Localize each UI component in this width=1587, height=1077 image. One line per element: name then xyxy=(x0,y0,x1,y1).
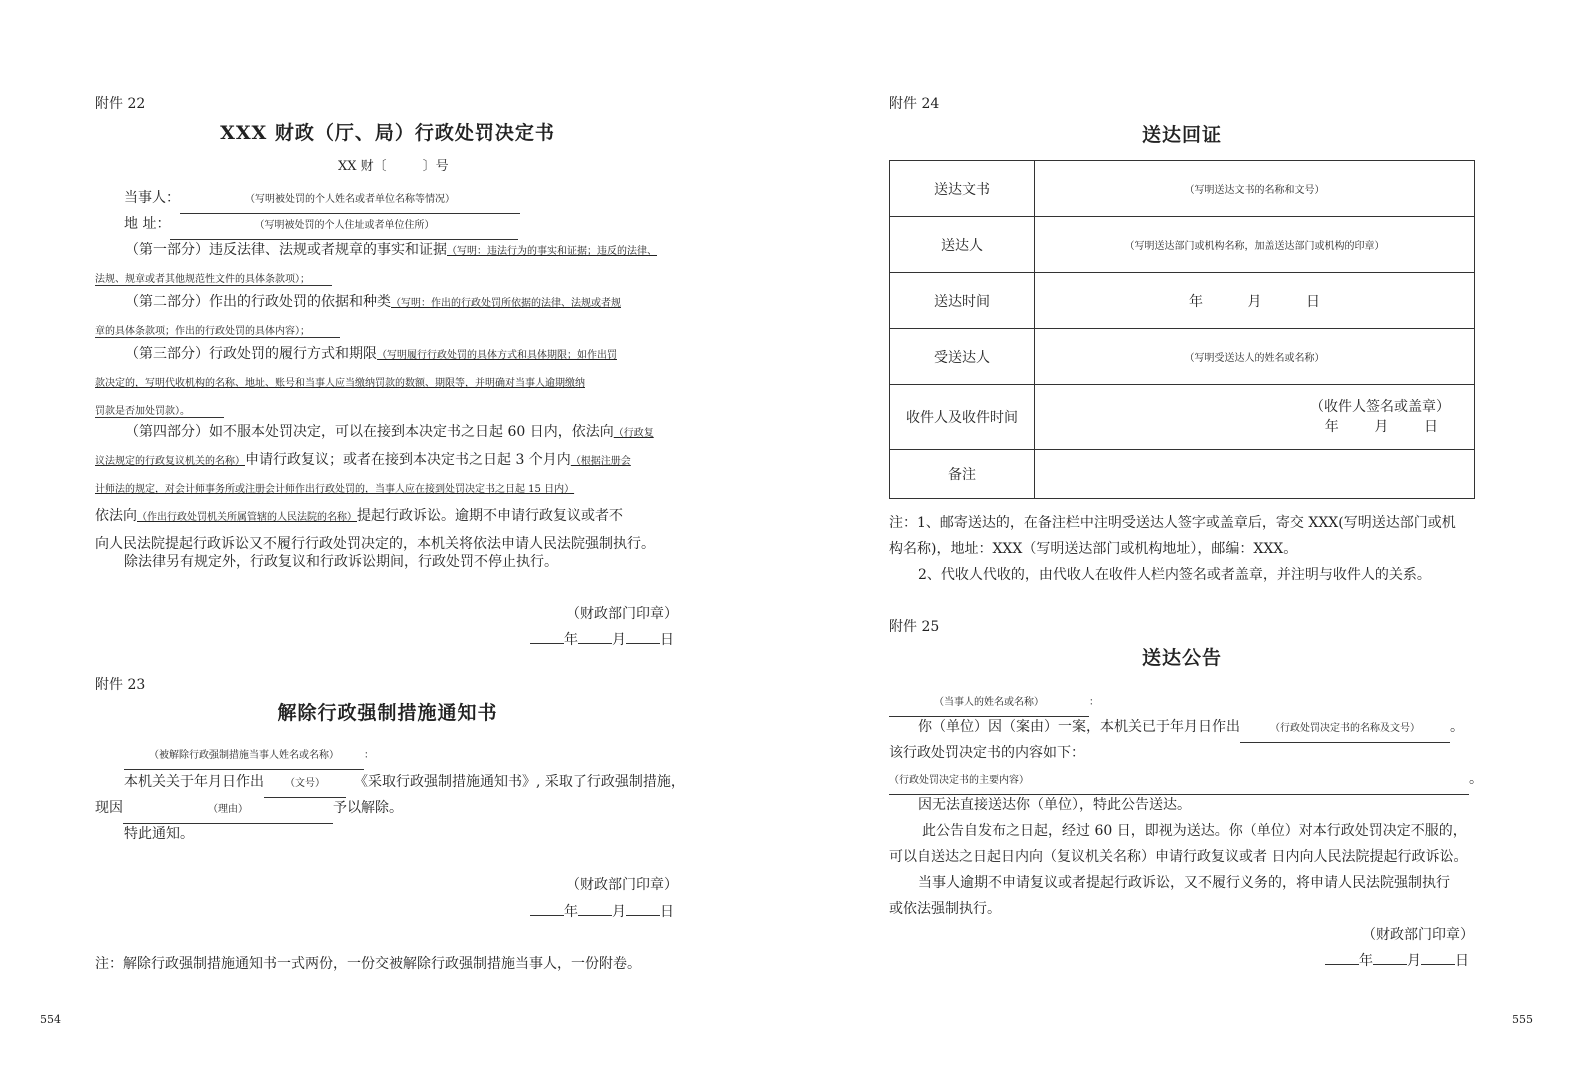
table-row xyxy=(890,161,1475,217)
annex23-date xyxy=(530,899,674,925)
date-year: 年 xyxy=(564,632,578,648)
annex23-body-line2 xyxy=(95,795,403,824)
annex23-body-a: 本机关关于年月日作出 xyxy=(124,774,264,790)
doc-number-prefix: XX 财〔 xyxy=(338,159,387,174)
address-field: （写明被处罚的个人住址或者单位住所） xyxy=(170,213,518,240)
annex23-body-line1 xyxy=(124,769,685,798)
row-value: （写明受送达人的姓名或名称） xyxy=(1035,329,1475,385)
annex25-body-g: 或依法强制执行。 xyxy=(889,901,1001,917)
part4-text-a: （第四部分）如不服本处罚决定，可以在接到本决定书之日起 60 日内，依法向 xyxy=(125,424,614,440)
part1-paragraph xyxy=(95,237,685,293)
part2-hint-a: （写明：作出的行政处罚所依据的法律、法规或者规 xyxy=(391,298,621,309)
table-row xyxy=(890,217,1475,273)
address-line xyxy=(124,211,518,240)
annex25-addressee xyxy=(889,688,1099,717)
addressee-colon: ： xyxy=(1089,697,1099,708)
part3-text: （第三部分）行政处罚的履行方式和期限 xyxy=(125,346,377,362)
annex25-body-f: 当事人逾期不申请复议或者提起行政诉讼，又不履行义务的，将申请人民法院强制执行 xyxy=(918,875,1450,891)
annex25-body-e: 可以自送达之日起日内向（复议机关名称）申请行政复议或者 日内向人民法院提起行政诉讼。 xyxy=(889,849,1468,865)
recipient-sign: （收件人签名或盖章） xyxy=(1310,399,1450,415)
annex25-date xyxy=(1325,948,1469,974)
date-day: 日 xyxy=(660,632,674,648)
row-key: 受送达人 xyxy=(890,329,1035,385)
part4-text-b: 申请行政复议；或者在接到本决定书之日起 3 个月内 xyxy=(245,452,571,468)
row-value: 年 月 日 xyxy=(1035,273,1475,329)
annex23-body-d: 予以解除。 xyxy=(333,800,403,816)
doc-number-suffix: 〕号 xyxy=(422,159,449,174)
row-key: 备注 xyxy=(890,450,1035,499)
reason-field: （理由） xyxy=(123,797,333,824)
annex23-note: 注：解除行政强制措施通知书一式两份，一份交被解除行政强制措施当事人，一份附卷。 xyxy=(95,956,641,972)
annex23-addressee xyxy=(124,741,374,770)
part4-hint-e: （作出行政处罚机关所属管辖的人民法院的名称） xyxy=(137,512,357,523)
row-key: 送达时间 xyxy=(890,273,1035,329)
addressee-field: （当事人的姓名或名称） xyxy=(889,690,1089,717)
annex23-body-b: 《采取行政强制措施通知书》, 采取了行政强制措施， xyxy=(354,774,685,790)
doc-number-field: （文号） xyxy=(264,771,346,798)
part1-hint-a: （写明：违法行为的事实和证据；违反的法律、 xyxy=(447,246,657,257)
part4-text-d: 提起行政诉讼。逾期不申请行政复议或者不 xyxy=(357,508,623,524)
part1-text: （第一部分）违反法律、法规或者规章的事实和证据 xyxy=(125,242,447,258)
annex25-body-d: 此公告自发布之日起，经过 60 日，即视为送达。你（单位）对本行政处罚决定不服的， xyxy=(922,823,1467,839)
party-field: （写明被处罚的个人姓名或者单位名称等情况） xyxy=(180,187,520,214)
date-month: 月 xyxy=(612,904,626,920)
annex23-body-c: 现因 xyxy=(95,800,123,816)
annex24-note1-a: 注：1、邮寄送达的，在备注栏中注明受送达人签字或盖章后，寄交 XXX(写明送达部门或机 xyxy=(889,515,1456,531)
part4-text-c: 依法向 xyxy=(95,508,137,524)
annex24-label: 附件 24 xyxy=(889,96,940,112)
table-row xyxy=(890,450,1475,499)
row-value xyxy=(1035,385,1475,450)
row-value: （写明送达部门或机构名称，加盖送达部门或机构的印章） xyxy=(1035,217,1475,273)
table-row xyxy=(890,273,1475,329)
doc-number xyxy=(338,155,449,174)
part1-hint-b: 法规、规章或者其他规范性文件的具体条款项）； xyxy=(95,274,332,286)
date-year: 年 xyxy=(1359,953,1373,969)
content-field: （行政处罚决定书的主要内容） xyxy=(889,768,1469,795)
row-key: 送达文书 xyxy=(890,161,1035,217)
part4-hint-b: 议法规定的行政复议机关的名称） xyxy=(95,456,245,467)
table-row xyxy=(890,385,1475,450)
date-day: 日 xyxy=(1455,953,1469,969)
address-label: 地 址： xyxy=(124,216,171,232)
annex22-label: 附件 22 xyxy=(95,96,146,112)
part4-hint-d: 计师法的规定，对会计师事务所或注册会计师作出行政处罚的，当事人应在接到处罚决定书之日起 15 日内） xyxy=(95,484,575,495)
annex22-seal: （财政部门印章） xyxy=(566,606,678,622)
part4-hint-a: （行政复 xyxy=(613,428,654,439)
addressee-field: （被解除行政强制措施当事人姓名或名称） xyxy=(124,743,364,770)
recipient-date: 年 月 日 xyxy=(1324,419,1438,435)
annex22-date xyxy=(530,627,674,653)
annex25-body-line1 xyxy=(918,714,1464,743)
left-page xyxy=(0,0,790,1077)
part4-hint-c: （根据注册会 xyxy=(570,456,631,467)
page-number-right: 555 xyxy=(1512,1013,1533,1026)
date-month: 月 xyxy=(612,632,626,648)
right-page xyxy=(800,0,1587,1077)
part4-paragraph xyxy=(95,419,695,557)
part4-text-e: 向人民法院提起行政诉讼又不履行行政处罚决定的，本机关将依法申请人民法院强制执行。 xyxy=(95,536,655,552)
annex23-label: 附件 23 xyxy=(95,677,146,693)
date-day: 日 xyxy=(660,904,674,920)
annex25-seal: （财政部门印章） xyxy=(1362,927,1474,943)
annex23-title: 解除行政强制措施通知书 xyxy=(277,702,498,724)
annex23-seal: （财政部门印章） xyxy=(566,877,678,893)
row-value xyxy=(1035,450,1475,499)
part2-hint-b: 章的具体条款项；作出的行政处罚的具体内容）； xyxy=(95,326,340,338)
receipt-table xyxy=(889,160,1475,499)
decision-field: （行政处罚决定书的名称及文号） xyxy=(1240,716,1450,743)
addressee-colon: ： xyxy=(364,750,374,761)
annex25-body-c: 因无法直接送达你（单位），特此公告送达。 xyxy=(918,797,1191,813)
annex22-closing: 除法律另有规定外，行政复议和行政诉讼期间，行政处罚不停止执行。 xyxy=(124,554,558,570)
annex25-title: 送达公告 xyxy=(1141,647,1222,669)
annex25-body-a: 你（单位）因（案由）一案，本机关已于年月日作出 xyxy=(918,719,1240,735)
part3-hint-c: 罚款是否加处罚款）。 xyxy=(95,406,224,418)
annex24-note2: 2、代收人代收的，由代收人在收件人栏内签名或者盖章，并注明与收件人的关系。 xyxy=(918,567,1431,583)
annex25-body-b: 该行政处罚决定书的内容如下： xyxy=(889,745,1085,761)
annex25-label: 附件 25 xyxy=(889,619,940,635)
part3-hint-a: （写明履行行政处罚的具体方式和具体期限；如作出罚 xyxy=(377,350,617,361)
row-value: （写明送达文书的名称和文号） xyxy=(1035,161,1475,217)
row-key: 送达人 xyxy=(890,217,1035,273)
party-label: 当事人： xyxy=(124,190,180,206)
annex24-note1-b: 构名称)，地址：XXX（写明送达部门或机构地址），邮编：XXX。 xyxy=(889,541,1298,557)
date-month: 月 xyxy=(1407,953,1421,969)
period: 。 xyxy=(1450,719,1464,735)
period: 。 xyxy=(1469,771,1483,787)
annex24-title: 送达回证 xyxy=(1141,124,1222,146)
part3-hint-b: 款决定的，写明代收机构的名称、地址、账号和当事人应当缴纳罚款的数额、期限等，并明确对当事人逾期缴纳 xyxy=(95,378,585,389)
date-year: 年 xyxy=(564,904,578,920)
page-number-left: 554 xyxy=(40,1013,61,1026)
part2-text: （第二部分）作出的行政处罚的依据和种类 xyxy=(125,294,391,310)
row-key: 收件人及收件时间 xyxy=(890,385,1035,450)
table-row xyxy=(890,329,1475,385)
party-line xyxy=(124,185,520,214)
annex25-content-line xyxy=(889,766,1483,795)
annex23-notice: 特此通知。 xyxy=(124,826,194,842)
part2-paragraph xyxy=(95,289,685,345)
annex22-title: XXX 财政（厅、局）行政处罚决定书 xyxy=(220,122,555,144)
part3-paragraph xyxy=(95,341,685,425)
